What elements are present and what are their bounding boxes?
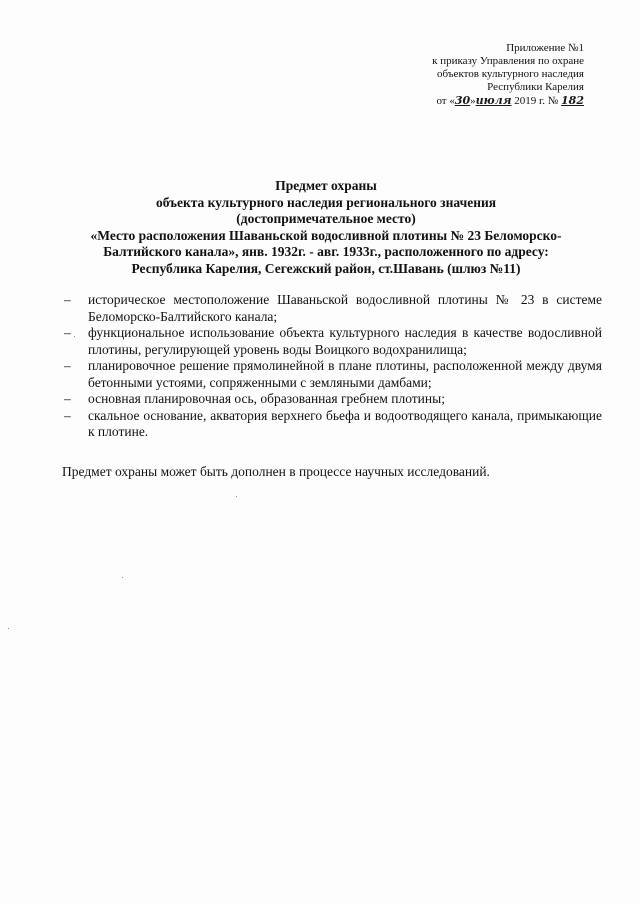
list-item bbox=[64, 358, 602, 391]
title-line-2: объекта культурного наследия регионального значения bbox=[155, 194, 497, 210]
appendix-region: Республики Карелия bbox=[487, 81, 584, 93]
scan-speck bbox=[236, 496, 237, 497]
document-title bbox=[60, 178, 592, 277]
date-prefix: от « bbox=[436, 95, 455, 107]
date-year: 2019 г. № bbox=[511, 95, 562, 107]
bullet-dash: – bbox=[64, 325, 71, 340]
handwritten-number: 182 bbox=[561, 94, 584, 107]
list-item-text: функциональное использование объекта культурного наследия в качестве водосливной плотины, регулирующей уровень воды Воицкого водохранилища; bbox=[88, 325, 602, 357]
list-item-text: основная планировочная ось, образованная гребнем плотины; bbox=[88, 391, 445, 406]
handwritten-month: июля bbox=[475, 94, 512, 107]
title-line-5: Балтийского канала», янв. 1932г. - авг. 1933г., расположенного по адресу: bbox=[103, 244, 549, 259]
list-item-text: скальное основание, акватория верхнего бьефа и водоотводящего канала, примыкающие к плотине. bbox=[88, 407, 602, 439]
title-line-6: Республика Карелия, Сегежский район, ст.Шавань (шлюз №11) bbox=[131, 260, 521, 276]
date-mid: » bbox=[470, 95, 476, 107]
list-item-text: планировочное решение прямолинейной в плане плотины, расположенной между двумя бетонными устоями, сопряженными с земляными дамбами; bbox=[88, 358, 602, 390]
list-item-text: историческое местоположение Шаваньской водосливной плотины № 23 в системе Беломорско-Балтийского канала; bbox=[88, 292, 602, 324]
closing-note: Предмет охраны может быть дополнен в процессе научных исследований. bbox=[62, 464, 490, 479]
scan-speck bbox=[122, 577, 123, 578]
bullet-dash: – bbox=[64, 358, 71, 373]
title-line-4: «Место расположения Шаваньской водосливной плотины № 23 Беломорско- bbox=[90, 227, 562, 243]
appendix-date-line bbox=[344, 94, 584, 108]
list-item bbox=[64, 391, 602, 408]
bullet-dash: – bbox=[64, 292, 71, 307]
title-line-3: (достопримечательное место) bbox=[236, 211, 416, 226]
appendix-title: Приложение №1 bbox=[506, 42, 584, 54]
appendix-header bbox=[344, 42, 584, 108]
scan-speck bbox=[8, 628, 9, 629]
appendix-order-ref: к приказу Управления по охране bbox=[432, 55, 584, 67]
protection-items-list bbox=[64, 292, 602, 441]
title-line-1: Предмет охраны bbox=[275, 178, 377, 193]
appendix-department: объектов культурного наследия bbox=[437, 68, 584, 80]
list-item bbox=[64, 407, 602, 441]
bullet-dash: – bbox=[64, 391, 71, 406]
list-item bbox=[64, 325, 602, 358]
list-item bbox=[64, 292, 602, 325]
bullet-dash: – bbox=[64, 407, 71, 423]
handwritten-day: 30 bbox=[454, 94, 471, 107]
scan-speck bbox=[74, 336, 75, 337]
